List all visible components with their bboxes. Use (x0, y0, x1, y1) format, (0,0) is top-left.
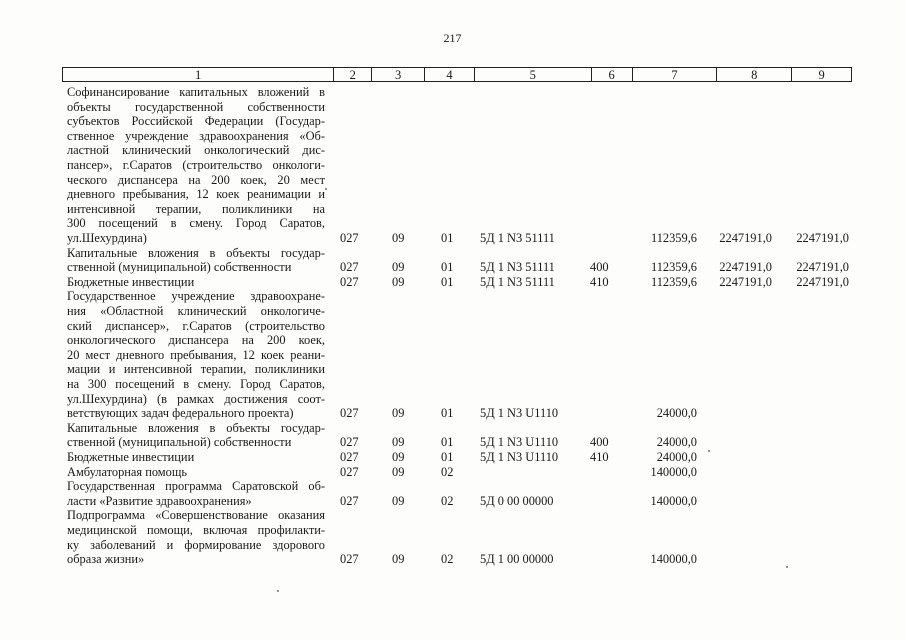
target-article-code: 5Д 1 N3 51111 (480, 274, 555, 289)
amount-year-1: 140000,0 (650, 552, 697, 567)
section-code: 09 (392, 274, 405, 289)
description-line: образа жизни» (67, 552, 145, 567)
target-article-code: 5Д 1 N3 U1110 (480, 406, 559, 421)
row-description (67, 246, 325, 275)
row-description (67, 508, 325, 566)
amount-year-1: 112359,6 (650, 274, 697, 289)
chapter-code: 027 (340, 260, 359, 275)
description-line: 300 посещений в смену. Город Саратов, (67, 216, 325, 231)
subsection-code: 01 (441, 435, 454, 450)
header-col-6: 6 (591, 68, 632, 81)
scan-speck (277, 590, 279, 592)
description-line: ку заболеваний и формирование здорового (67, 537, 325, 552)
amount-year-3: 2247191,0 (796, 274, 849, 289)
expense-type-code: 400 (590, 260, 609, 275)
chapter-code: 027 (340, 450, 359, 464)
chapter-code: 027 (340, 464, 359, 479)
description-line: ластной клинический онкологический дис- (67, 143, 325, 158)
subsection-code: 01 (441, 274, 454, 289)
target-article-code: 5Д 1 N3 51111 (480, 231, 555, 245)
subsection-code: 01 (441, 406, 454, 421)
section-code: 09 (392, 450, 405, 464)
expense-type-code: 400 (590, 435, 609, 450)
description-line: онкологического диспансера на 200 коек, (67, 333, 325, 348)
amount-year-1: 140000,0 (650, 493, 697, 508)
target-article-code: 5Д 1 N3 U1110 (480, 435, 559, 450)
description-line: ул.Шехурдина) (в рамках достижения соот- (67, 391, 325, 406)
description-line: Государственное учреждение здравоохране- (67, 289, 325, 304)
table-header-row (62, 67, 852, 82)
section-code: 09 (392, 464, 405, 479)
description-line: ласти «Развитие здравоохранения» (67, 493, 252, 508)
description-line: 20 мест дневного пребывания, 12 коек реани- (67, 347, 325, 362)
section-code: 09 (392, 493, 405, 508)
description-line: ветствующих задач федерального проекта) (67, 406, 294, 421)
section-code: 09 (392, 260, 405, 275)
subsection-code: 01 (441, 231, 454, 245)
page-number: 217 (443, 31, 462, 45)
amount-year-1: 112359,6 (650, 231, 697, 245)
header-col-1: 1 (195, 68, 202, 82)
chapter-code: 027 (340, 435, 359, 450)
description-line: медицинской помощи, включая профилакти- (67, 522, 325, 537)
row-description (67, 450, 325, 465)
description-line: Софинансирование капитальных вложений в (67, 85, 325, 99)
target-article-code: 5Д 1 N3 U1110 (480, 450, 559, 464)
amount-year-1: 24000,0 (656, 406, 697, 421)
expense-type-code: 410 (590, 450, 609, 464)
description-line: Амбулаторная помощь (67, 464, 188, 479)
header-col-8: 8 (716, 68, 791, 81)
header-col-4: 4 (424, 68, 474, 81)
chapter-code: 027 (340, 231, 359, 245)
chapter-code: 027 (340, 493, 359, 508)
row-description (67, 421, 325, 450)
header-col-2: 2 (333, 68, 371, 81)
amount-year-2: 2247191,0 (719, 231, 772, 245)
description-line: на 300 посещений в смену. Город Саратов, (67, 376, 325, 391)
target-article-code: 5Д 0 00 00000 (480, 493, 554, 508)
row-description (67, 275, 325, 290)
description-line: ния «Областной клинический онкологиче- (67, 303, 325, 318)
section-code: 09 (392, 435, 405, 450)
target-article-code: 5Д 1 00 00000 (480, 552, 554, 567)
row-description (67, 289, 325, 420)
description-line: Капитальные вложения в объекты государ- (67, 245, 325, 260)
description-line: интенсивной терапии, поликлиники на (67, 201, 325, 216)
amount-year-1: 24000,0 (656, 435, 697, 450)
subsection-code: 01 (441, 260, 454, 275)
description-line: объекты государственной собственности (67, 99, 325, 114)
header-col-3: 3 (371, 68, 424, 81)
target-article-code: 5Д 1 N3 51111 (480, 260, 555, 275)
section-code: 09 (392, 552, 405, 567)
section-code: 09 (392, 231, 405, 245)
chapter-code: 027 (340, 406, 359, 421)
section-code: 09 (392, 406, 405, 421)
expense-type-code: 410 (590, 274, 609, 289)
subsection-code: 02 (441, 493, 454, 508)
header-col-9: 9 (791, 68, 851, 81)
amount-year-1: 112359,6 (650, 260, 697, 275)
description-line: пансер», г.Саратов (строительство онкологи- (67, 157, 325, 172)
description-line: Бюджетные инвестиции (67, 450, 195, 464)
description-line: ул.Шехурдина) (67, 230, 147, 245)
subsection-code: 02 (441, 464, 454, 479)
subsection-code: 01 (441, 450, 454, 464)
description-line: дневного пребывания, 12 коек реанимации и (67, 187, 325, 202)
row-description (67, 479, 325, 508)
description-line: Капитальные вложения в объекты государ- (67, 420, 325, 435)
header-col-7: 7 (632, 68, 717, 81)
description-line: ский диспансер», г.Саратов (строительство (67, 318, 325, 333)
amount-year-1: 24000,0 (656, 450, 697, 464)
description-line: ческого диспансера на 200 коек, 20 мест (67, 172, 325, 187)
amount-year-3: 2247191,0 (796, 260, 849, 275)
header-col-5: 5 (474, 68, 591, 81)
description-line: Государственная программа Саратовской об- (67, 479, 325, 494)
description-line: мации и интенсивной терапии, поликлиники (67, 362, 325, 377)
amount-year-3: 2247191,0 (796, 231, 849, 245)
description-line: Подпрограмма «Совершенствование оказания (67, 508, 325, 523)
description-line: ственное учреждение здравоохранения «Об- (67, 128, 325, 143)
amount-year-2: 2247191,0 (719, 260, 772, 275)
scan-speck (708, 450, 710, 452)
amount-year-1: 140000,0 (650, 464, 697, 479)
description-line: субъектов Российской Федерации (Государ- (67, 114, 325, 129)
row-description (67, 465, 325, 480)
chapter-code: 027 (340, 274, 359, 289)
scan-speck (786, 566, 788, 568)
description-line: ственной (муниципальной) собственности (67, 260, 292, 275)
scan-speck (325, 188, 327, 190)
description-line: Бюджетные инвестиции (67, 274, 195, 289)
row-description (67, 85, 325, 246)
amount-year-2: 2247191,0 (719, 274, 772, 289)
description-line: ственной (муниципальной) собственности (67, 435, 292, 450)
subsection-code: 02 (441, 552, 454, 567)
chapter-code: 027 (340, 552, 359, 567)
